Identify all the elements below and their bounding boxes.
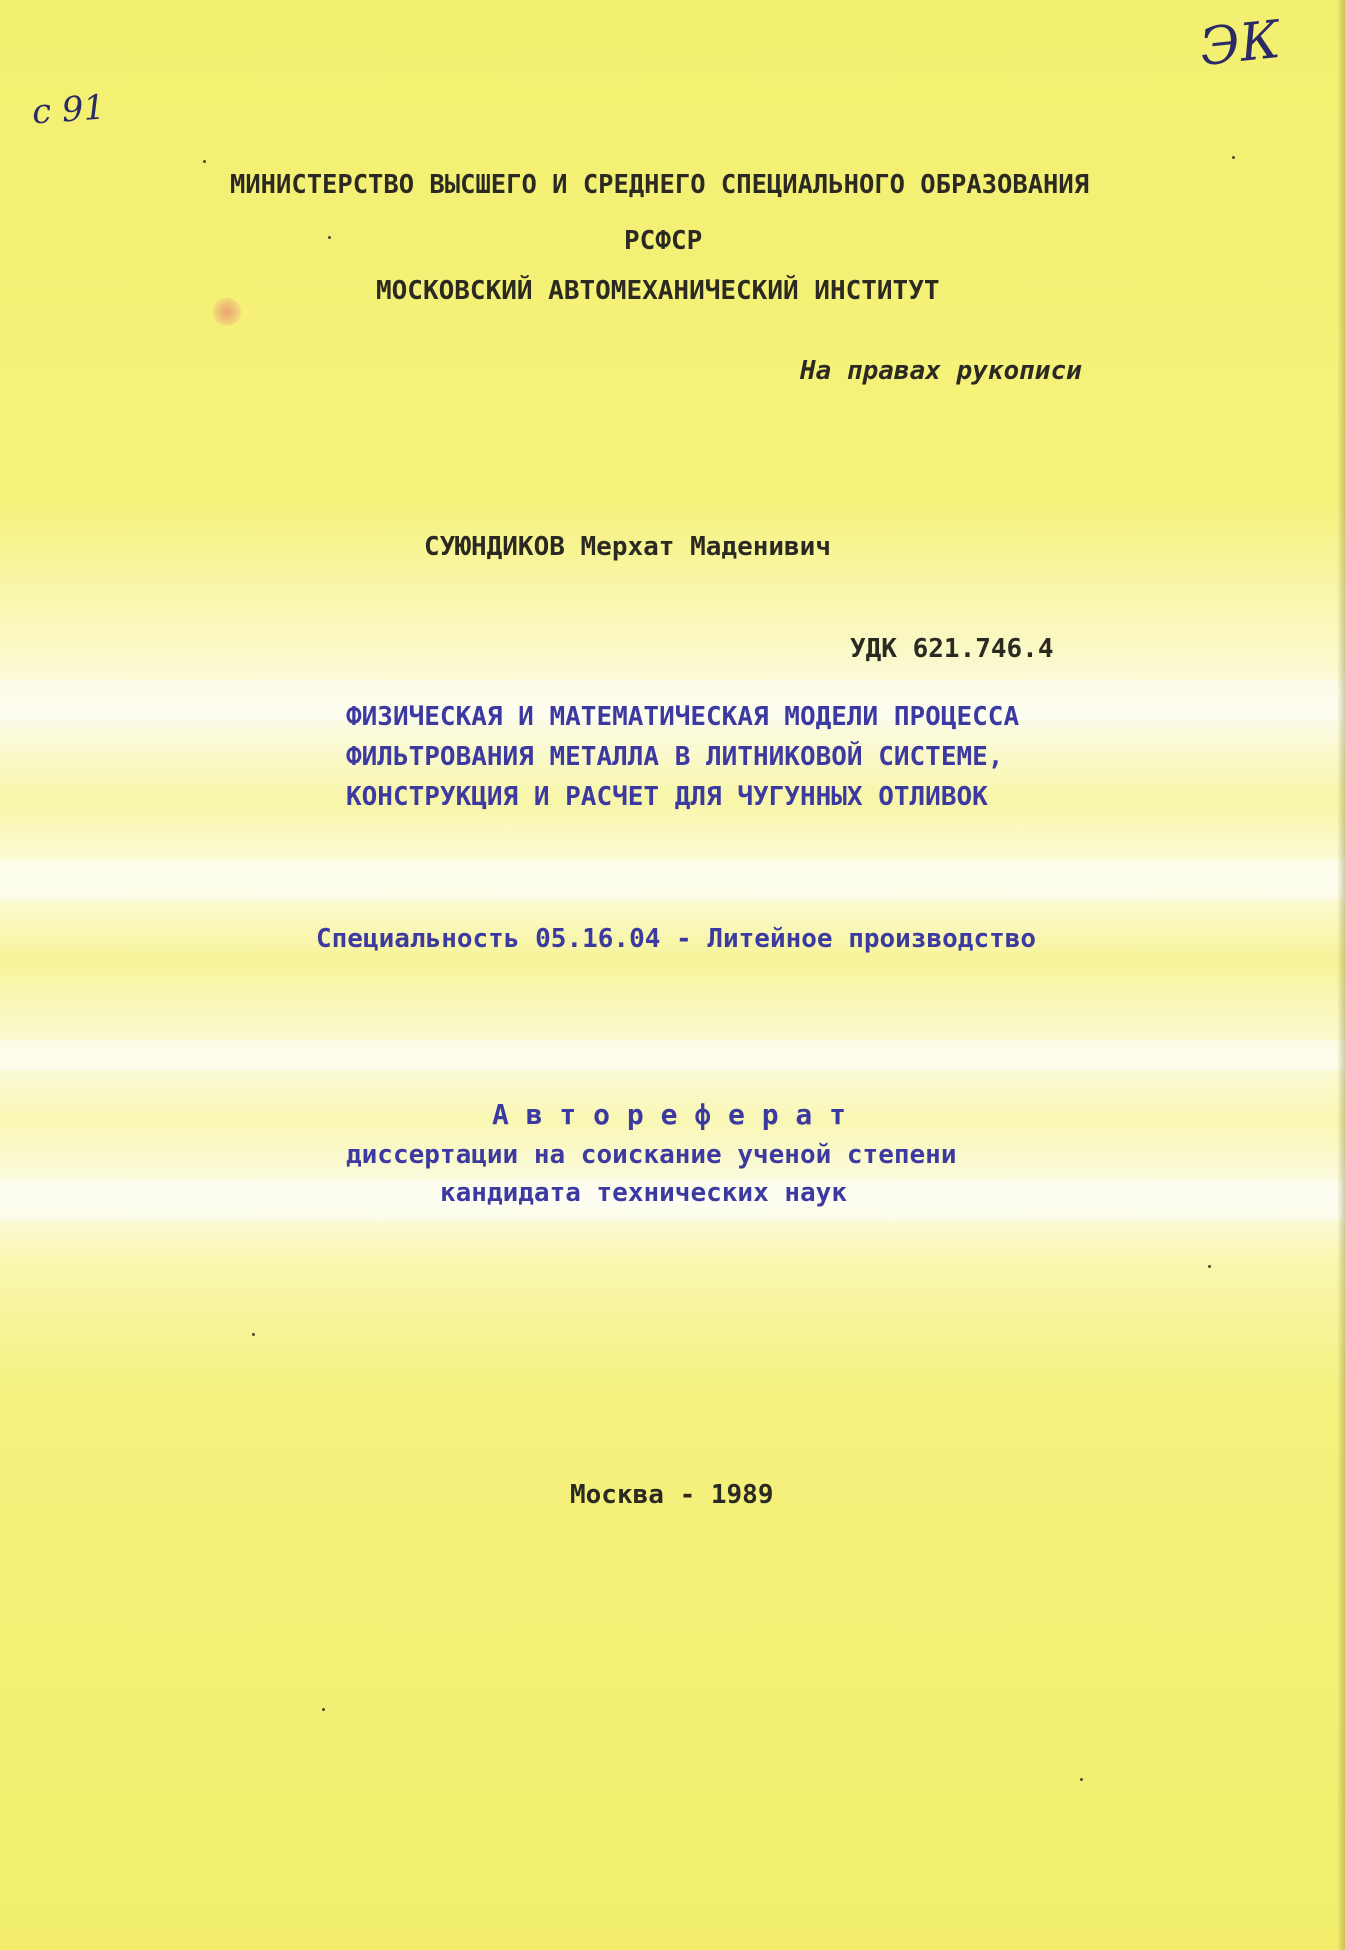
- author-name: СУЮНДИКОВ Мерхат Маденивич: [424, 532, 831, 562]
- republic-heading: РСФСР: [624, 226, 703, 256]
- ministry-heading: МИНИСТЕРСТВО ВЫСШЕГО И СРЕДНЕГО СПЕЦИАЛЬНОГО ОБРАЗОВАНИЯ: [230, 170, 1090, 200]
- scan-light-band: [0, 860, 1345, 900]
- place-year: Москва - 1989: [570, 1480, 774, 1510]
- handwritten-note-top-left: с 91: [30, 87, 107, 133]
- speck: [328, 236, 331, 239]
- page-edge-shadow: [1337, 0, 1345, 1950]
- title-line-3: КОНСТРУКЦИЯ И РАСЧЕТ ДЛЯ ЧУГУННЫХ ОТЛИВОК: [346, 782, 988, 812]
- udk-code: УДК 621.746.4: [850, 634, 1054, 664]
- speck: [203, 160, 206, 163]
- stain-mark: [213, 298, 241, 326]
- handwritten-note-top-right: ЭК: [1197, 9, 1283, 79]
- title-line-2: ФИЛЬТРОВАНИЯ МЕТАЛЛА В ЛИТНИКОВОЙ СИСТЕМЕ,: [346, 742, 1004, 772]
- speck: [1208, 1265, 1211, 1268]
- abstract-heading: А в т о р е ф е р а т: [492, 1098, 847, 1131]
- abstract-line-1: диссертации на соискание ученой степени: [346, 1140, 957, 1170]
- speck: [252, 1333, 255, 1336]
- abstract-line-2: кандидата технических наук: [440, 1178, 847, 1208]
- title-line-1: ФИЗИЧЕСКАЯ И МАТЕМАТИЧЕСКАЯ МОДЕЛИ ПРОЦЕССА: [346, 702, 1020, 732]
- institute-heading: МОСКОВСКИЙ АВТОМЕХАНИЧЕСКИЙ ИНСТИТУТ: [376, 276, 940, 306]
- speck: [322, 1708, 325, 1711]
- speciality-line: Специальность 05.16.04 - Литейное производство: [316, 924, 1037, 954]
- speck: [1232, 156, 1235, 159]
- scan-light-band: [0, 1040, 1345, 1070]
- rights-note: На правах рукописи: [800, 356, 1082, 386]
- speck: [1080, 1778, 1083, 1781]
